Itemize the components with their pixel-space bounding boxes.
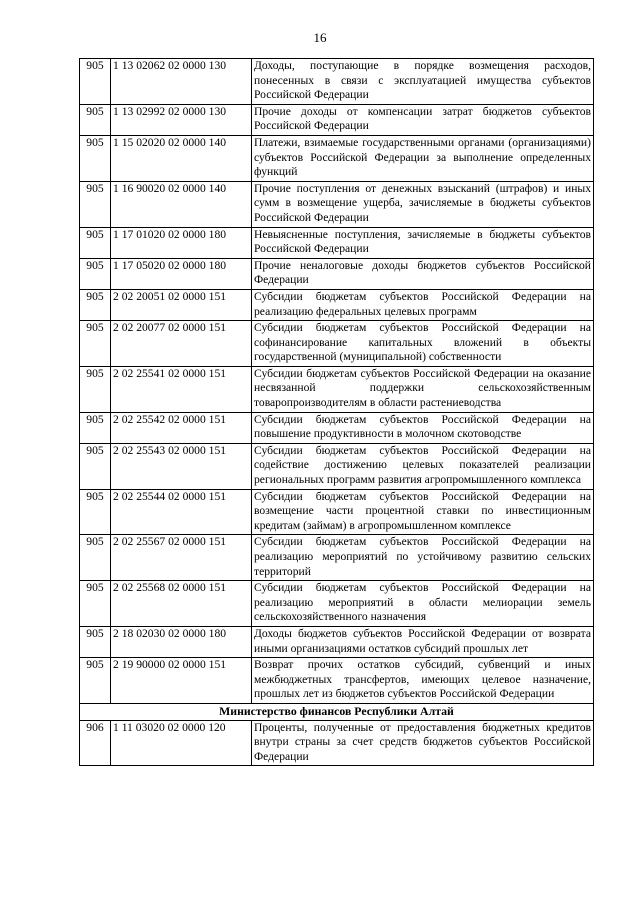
table-row [80, 658, 594, 704]
table-body-ministry-905 [80, 59, 594, 704]
admin-code-cell: 905 [80, 181, 111, 227]
table-row [80, 720, 594, 766]
admin-code-cell: 905 [80, 412, 111, 443]
revenue-name-cell: Субсидии бюджетам субъектов Российской Федерации на реализацию мероприятий по устойчивому развитию сельских территорий [252, 535, 594, 581]
revenue-name-cell: Прочие доходы от компенсации затрат бюджетов субъектов Российской Федерации [252, 104, 594, 135]
budget-classification-code-cell: 2 02 25567 02 0000 151 [111, 535, 252, 581]
section-header-group [80, 703, 594, 720]
table-row [80, 581, 594, 627]
admin-code-cell: 905 [80, 443, 111, 489]
table-row [80, 443, 594, 489]
revenue-name-cell: Платежи, взимаемые государственными органами (организациями) субъектов Российской Федерации за выполнение определенных функций [252, 135, 594, 181]
admin-code-cell: 905 [80, 258, 111, 289]
budget-classification-code-cell: 2 18 02030 02 0000 180 [111, 626, 252, 657]
revenue-name-cell: Субсидии бюджетам субъектов Российской Федерации на софинансирование капитальных вложений в объекты государственной (муниципальной) собственности [252, 321, 594, 367]
admin-code-cell: 905 [80, 658, 111, 704]
revenue-name-cell: Прочие неналоговые доходы бюджетов субъектов Российской Федерации [252, 258, 594, 289]
budget-classification-code-cell: 1 13 02992 02 0000 130 [111, 104, 252, 135]
page-number: 16 [313, 30, 327, 45]
table-row [80, 181, 594, 227]
revenue-name-cell: Проценты, полученные от предоставления бюджетных кредитов внутри страны за счет средств бюджетов субъектов Российской Федерации [252, 720, 594, 766]
admin-code-cell: 905 [80, 104, 111, 135]
budget-classification-code-cell: 1 15 02020 02 0000 140 [111, 135, 252, 181]
revenue-name-cell: Субсидии бюджетам субъектов Российской Федерации на реализацию мероприятий в области мелиорации земель сельскохозяйственного назначения [252, 581, 594, 627]
admin-code-cell: 905 [80, 321, 111, 367]
revenue-name-cell: Доходы, поступающие в порядке возмещения расходов, понесенных в связи с эксплуатацией имущества субъектов Российской Федерации [252, 59, 594, 105]
admin-code-cell: 905 [80, 59, 111, 105]
table-body-ministry-906 [80, 720, 594, 766]
table-row [80, 59, 594, 105]
revenue-name-cell: Субсидии бюджетам субъектов Российской Федерации на возмещение части процентной ставки по инвестиционным кредитам (займам) в агропромышленном комплексе [252, 489, 594, 535]
budget-classification-code-cell: 2 02 25568 02 0000 151 [111, 581, 252, 627]
budget-classification-code-cell: 2 02 20077 02 0000 151 [111, 321, 252, 367]
table-row [80, 412, 594, 443]
budget-classification-code-cell: 2 02 25542 02 0000 151 [111, 412, 252, 443]
budget-classification-code-cell: 1 17 05020 02 0000 180 [111, 258, 252, 289]
budget-classification-code-cell: 1 11 03020 02 0000 120 [111, 720, 252, 766]
admin-code-cell: 905 [80, 366, 111, 412]
revenue-name-cell: Невыясненные поступления, зачисляемые в бюджеты субъектов Российской Федерации [252, 227, 594, 258]
admin-code-cell: 905 [80, 626, 111, 657]
revenue-codes-table [79, 58, 594, 766]
revenue-name-cell: Доходы бюджетов субъектов Российской Федерации от возврата иными организациями остатков субсидий прошлых лет [252, 626, 594, 657]
budget-classification-code-cell: 2 19 90000 02 0000 151 [111, 658, 252, 704]
revenue-name-cell: Субсидии бюджетам субъектов Российской Федерации на реализацию федеральных целевых программ [252, 289, 594, 320]
budget-classification-code-cell: 2 02 20051 02 0000 151 [111, 289, 252, 320]
budget-classification-code-cell: 1 16 90020 02 0000 140 [111, 181, 252, 227]
admin-code-cell: 905 [80, 489, 111, 535]
budget-classification-code-cell: 2 02 25543 02 0000 151 [111, 443, 252, 489]
table-row [80, 489, 594, 535]
table-row [80, 289, 594, 320]
table-row [80, 258, 594, 289]
revenue-name-cell: Возврат прочих остатков субсидий, субвенций и иных межбюджетных трансфертов, имеющих целевое назначение, прошлых лет из бюджетов субъектов Российской Федерации [252, 658, 594, 704]
table-row [80, 227, 594, 258]
revenue-name-cell: Субсидии бюджетам субъектов Российской Федерации на оказание несвязанной поддержки сельскохозяйственным товаропроизводителям в области растениеводства [252, 366, 594, 412]
admin-code-cell: 905 [80, 289, 111, 320]
table-row [80, 135, 594, 181]
revenue-name-cell: Прочие поступления от денежных взысканий (штрафов) и иных сумм в возмещение ущерба, зачисляемые в бюджеты субъектов Российской Федерации [252, 181, 594, 227]
admin-code-cell: 906 [80, 720, 111, 766]
revenue-name-cell: Субсидии бюджетам субъектов Российской Федерации на повышение продуктивности в молочном скотоводстве [252, 412, 594, 443]
revenue-name-cell: Субсидии бюджетам субъектов Российской Федерации на содействие достижению целевых показателей реализации региональных программ развития агропромышленного комплекса [252, 443, 594, 489]
budget-classification-code-cell: 2 02 25544 02 0000 151 [111, 489, 252, 535]
admin-code-cell: 905 [80, 535, 111, 581]
table-row [80, 626, 594, 657]
admin-code-cell: 905 [80, 227, 111, 258]
table-row [80, 321, 594, 367]
admin-code-cell: 905 [80, 135, 111, 181]
budget-classification-code-cell: 1 17 01020 02 0000 180 [111, 227, 252, 258]
table-row [80, 535, 594, 581]
section-title: Министерство финансов Республики Алтай [80, 703, 594, 720]
admin-code-cell: 905 [80, 581, 111, 627]
table-row [80, 366, 594, 412]
budget-classification-code-cell: 2 02 25541 02 0000 151 [111, 366, 252, 412]
budget-classification-code-cell: 1 13 02062 02 0000 130 [111, 59, 252, 105]
section-header-row [80, 703, 594, 720]
table-row [80, 104, 594, 135]
